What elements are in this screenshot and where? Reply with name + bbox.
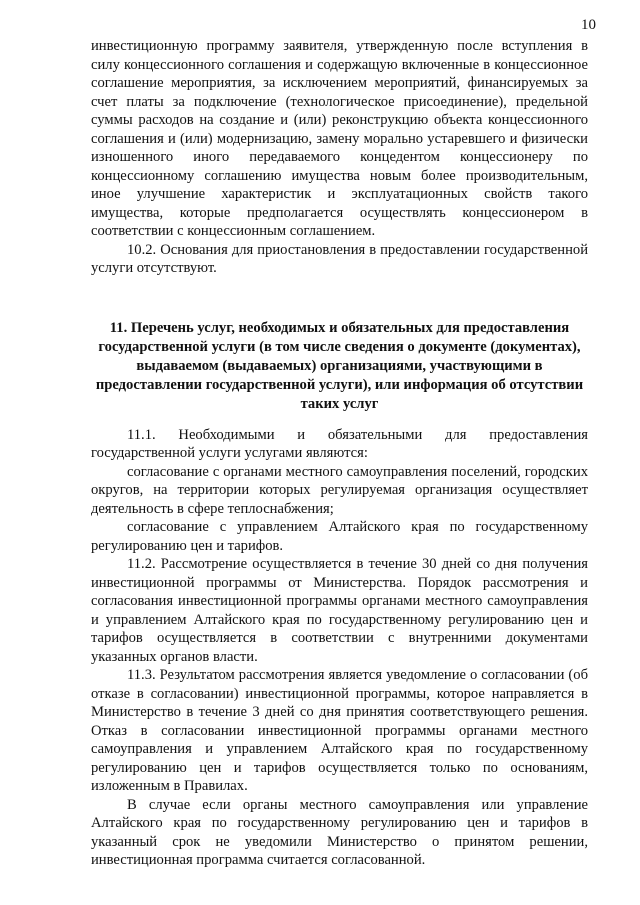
paragraph-continuation: инвестиционную программу заявителя, утвержденную после вступления в силу концессионного соглашения и содержащую включенные в концессионное соглашение мероприятия, за исключением мероприятий, финансируемых за счет платы за подключение (технологическое присоединение), предельной суммы расходов на создание и (или) реконструкцию объекта концессионного соглашения и (или) модернизацию, замену морально устаревшего и физически изношенного иного передаваемого концедентом концессионеру по концессионному соглашению имущества новым более производительным, иное улучшение характеристик и эксплуатационных свойств такого имущества, которые предполагается осуществлять концессионером в соответствии с концессионным соглашением.	[91, 38, 588, 239]
section-heading-11: 11. Перечень услуг, необходимых и обязательных для предоставления государственной услуги (в том числе сведения о документе (документах), выдаваемом (выдаваемых) организациями, участвующими в предоставлении государственной услуги), или информация об отсутствии таких услуг	[95, 319, 584, 412]
paragraph-11-2: 11.2. Рассмотрение осуществляется в течение 30 дней со дня получения инвестиционной программы от Министерства. Порядок рассмотрения и согласования инвестиционной программы органами местного самоуправления и управлением Алтайского края по государственному регулированию цен и тарифов осуществляется в соответствии с внутренними документами указанных органов власти.	[91, 556, 588, 665]
paragraph-11-1: 11.1. Необходимыми и обязательными для предоставления государственной услуги услугами являются:	[91, 426, 588, 461]
page-number: 10	[581, 17, 596, 33]
document-body	[91, 37, 588, 870]
paragraph-list-item-1: согласование с органами местного самоуправления поселений, городских округов, на территории которых регулируемая организация осуществляет деятельность в сфере теплоснабжения;	[91, 463, 588, 517]
paragraph-list-item-2: согласование с управлением Алтайского края по государственному регулированию цен и тарифов.	[91, 519, 588, 554]
paragraph-10-2: 10.2. Основания для приостановления в предоставлении государственной услуги отсутствуют.	[91, 241, 588, 276]
paragraph-11-3: 11.3. Результатом рассмотрения является уведомление о согласовании (об отказе в согласовании) инвестиционной программы, которое направляется в Министерство в течение 3 дней со дня принятия соответствующего решения. Отказ в согласовании инвестиционной программы органами местного самоуправления и управлением Алтайского края по государственному регулированию цен и тарифов осуществляется только по основаниям, изложенным в Правилах.	[91, 667, 588, 794]
paragraph-final: В случае если органы местного самоуправления или управление Алтайского края по государственному регулированию цен и тарифов в указанный срок не уведомили Министерство о принятом решении, инвестиционная программа считается согласованной.	[91, 796, 588, 868]
